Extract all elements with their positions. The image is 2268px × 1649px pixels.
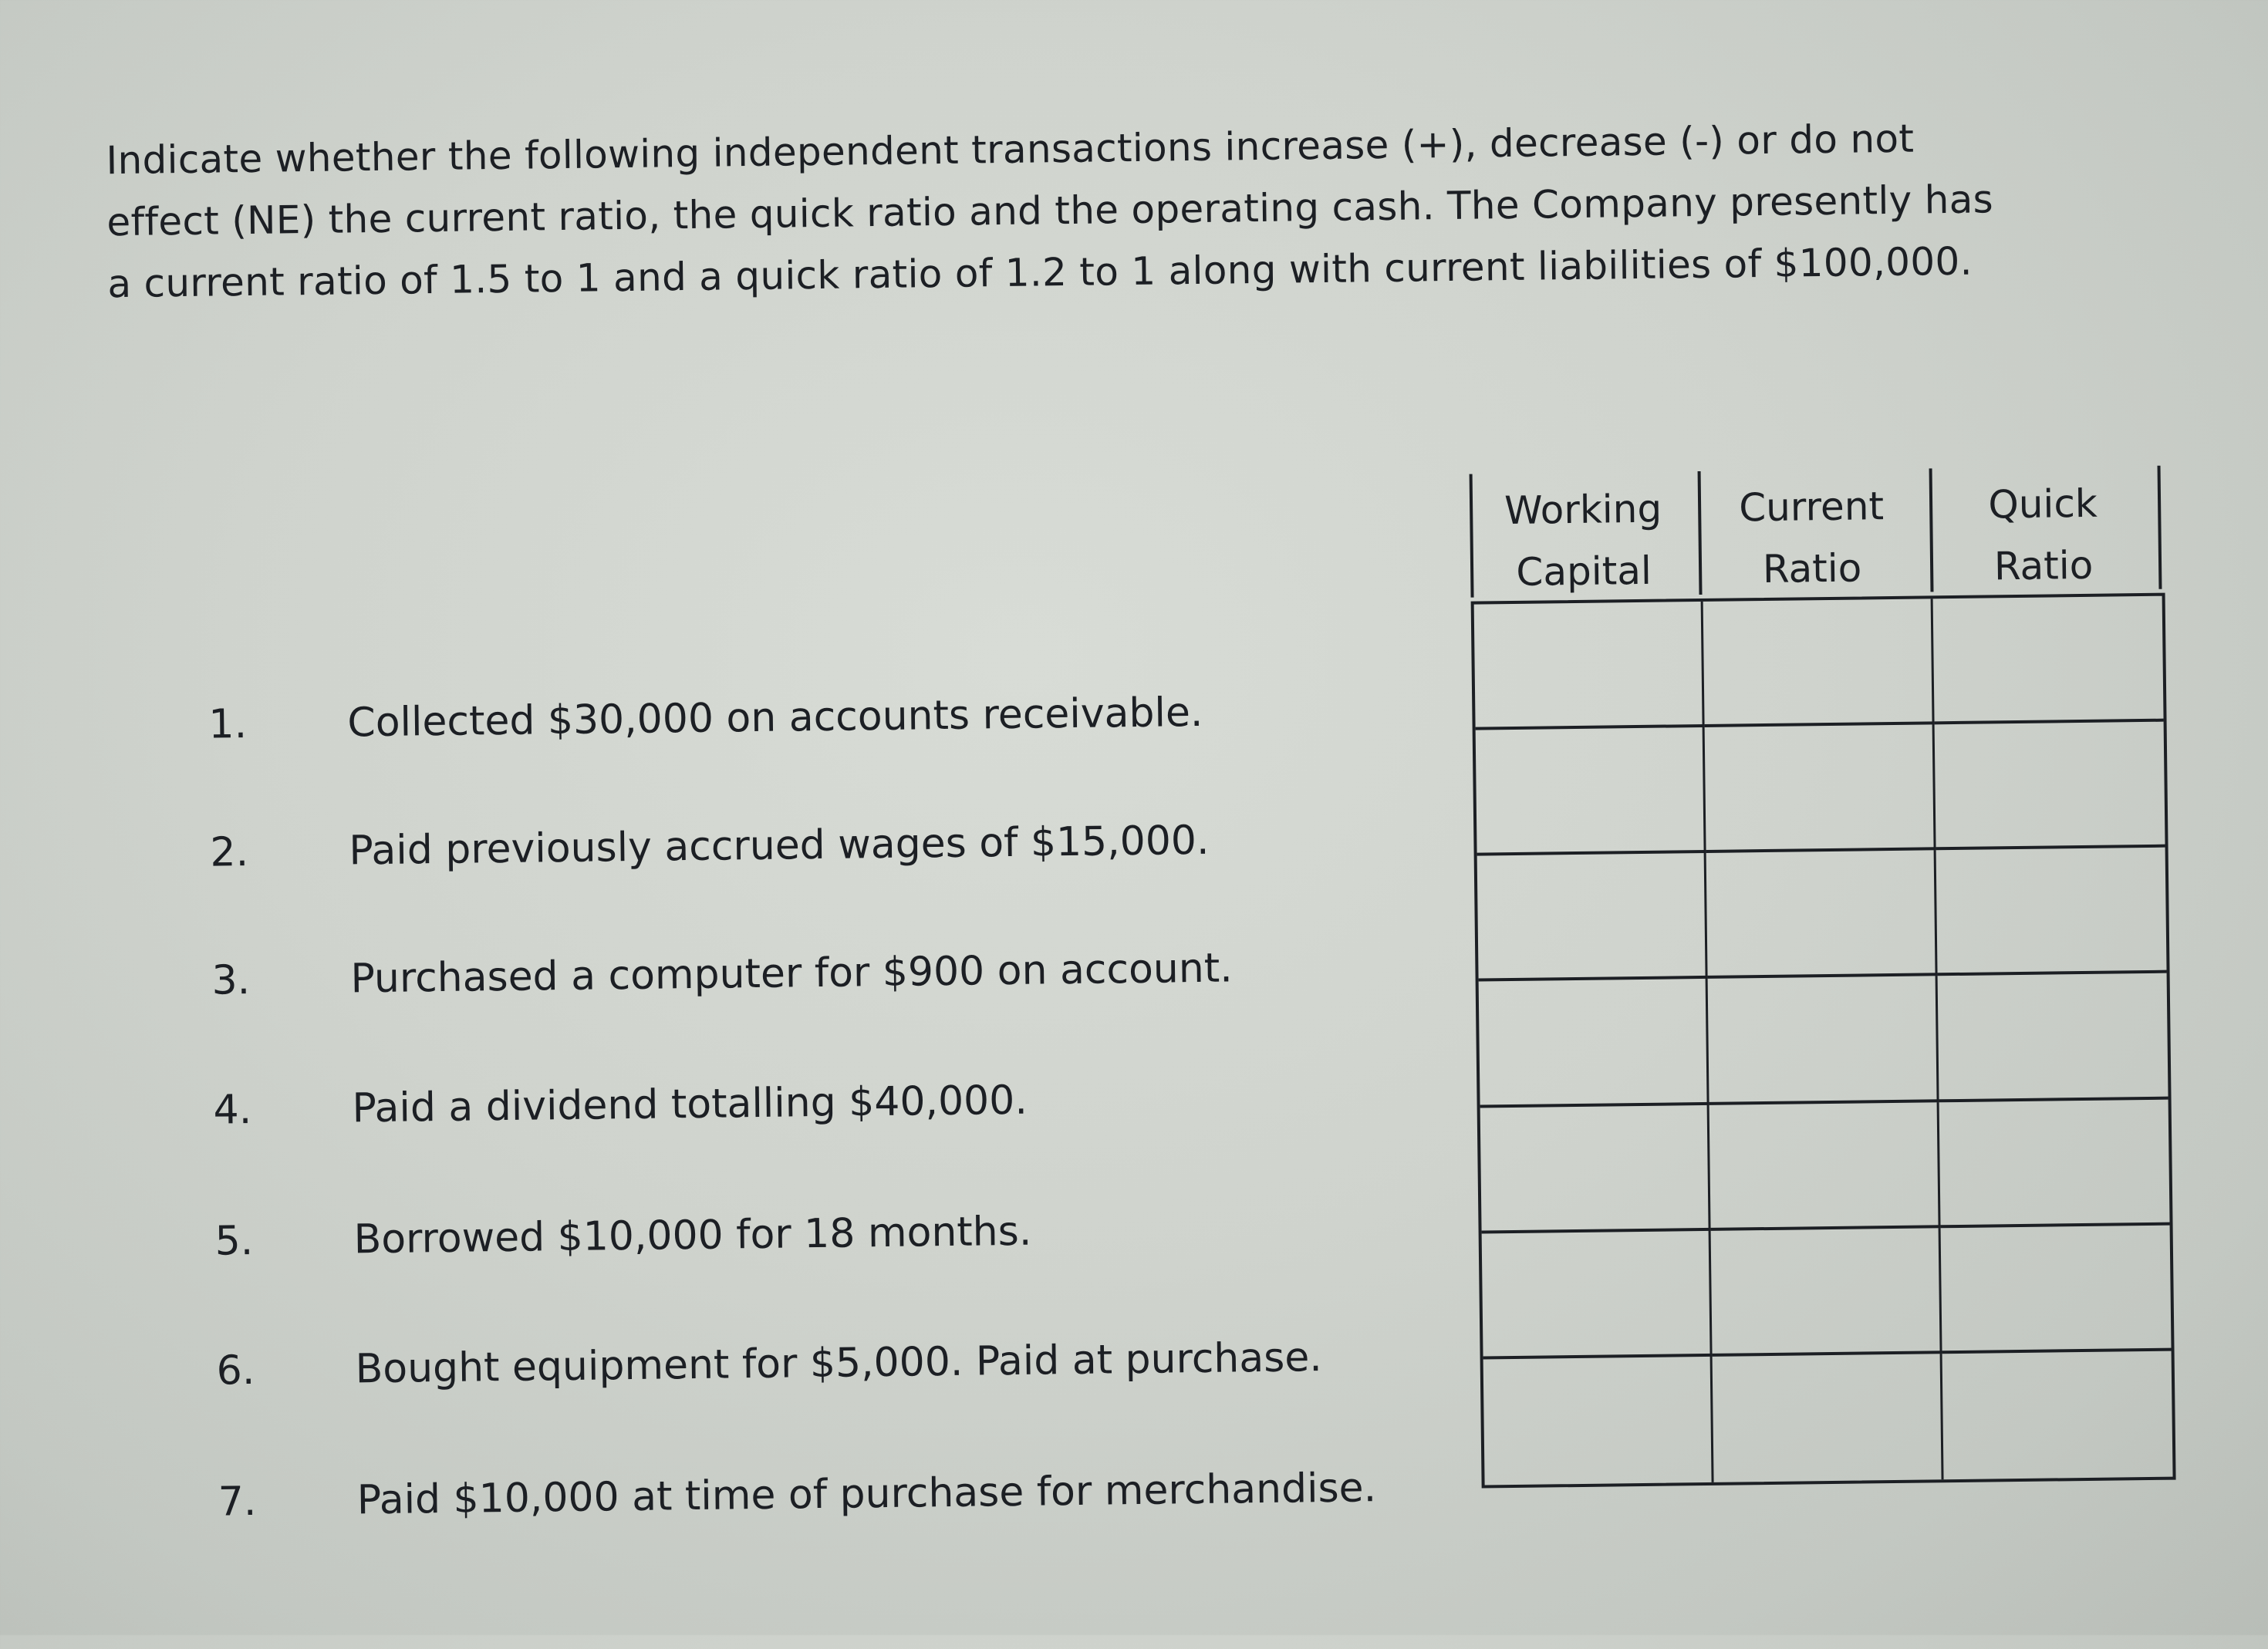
answer-cell-current-ratio[interactable] [1703, 599, 1934, 727]
answer-cell-working-capital[interactable] [1476, 727, 1706, 856]
header-line: Working [1504, 486, 1662, 534]
transaction-text: Purchased a computer for $900 on account. [350, 945, 1234, 1003]
transaction-text: Borrowed $10,000 for 18 months. [353, 1208, 1032, 1263]
answer-cell-working-capital[interactable] [1474, 602, 1705, 730]
answer-cell-current-ratio[interactable] [1706, 851, 1937, 980]
answer-cell-working-capital[interactable] [1482, 1231, 1713, 1360]
header-current-ratio [1701, 468, 1923, 602]
answer-cell-current-ratio[interactable] [1705, 724, 1936, 853]
header-line: Capital [1516, 548, 1652, 595]
transaction-item-2 [210, 806, 1210, 888]
transaction-number: 1. [208, 701, 248, 748]
header-line: Quick [1988, 481, 2098, 528]
transaction-text: Paid $10,000 at time of purchase for merchandise. [356, 1465, 1377, 1524]
header-line: Ratio [1993, 542, 2094, 589]
transaction-number: 5. [214, 1217, 254, 1265]
answer-grid [1471, 593, 2176, 1489]
answer-table-header [1470, 466, 2165, 605]
answer-cell-current-ratio[interactable] [1709, 1102, 1940, 1231]
transaction-item-5 [214, 1197, 1032, 1276]
header-line: Current [1738, 484, 1885, 531]
answer-table [1470, 466, 2176, 1492]
answer-cell-quick-ratio[interactable] [1940, 1225, 2171, 1354]
answer-cell-working-capital[interactable] [1480, 1104, 1711, 1233]
answer-cell-current-ratio[interactable] [1713, 1354, 1943, 1482]
transaction-number: 2. [210, 829, 249, 876]
answer-cell-current-ratio[interactable] [1711, 1228, 1942, 1357]
answer-cell-working-capital[interactable] [1479, 979, 1709, 1108]
transaction-number: 3. [211, 957, 251, 1004]
answer-cell-current-ratio[interactable] [1708, 976, 1939, 1105]
transaction-text: Bought equipment for $5,000. Paid at purchase. [355, 1334, 1323, 1393]
transaction-item-3 [211, 933, 1233, 1015]
answer-cell-working-capital[interactable] [1483, 1357, 1714, 1485]
answer-cell-quick-ratio[interactable] [1936, 848, 2166, 976]
instructions-paragraph: Indicate whether the following independent transactions increase (+), decrease (-) or do not effect (NE) the current ratio, the quick ratio and the operating cash. The Company presently has a current ratio of 1.5 to 1 and a quick ratio of 1.2 to 1 along with current liabilities of $100,000. [106, 116, 1994, 307]
transaction-item-6 [216, 1323, 1322, 1406]
transaction-text: Paid a dividend totalling $40,000. [352, 1077, 1028, 1132]
transaction-number: 7. [218, 1478, 257, 1526]
header-divider [2158, 466, 2162, 589]
transaction-item-7 [218, 1453, 1376, 1536]
answer-cell-quick-ratio[interactable] [1939, 1099, 2169, 1228]
answer-cell-quick-ratio[interactable] [1932, 596, 2163, 725]
answer-cell-quick-ratio[interactable] [1934, 722, 2165, 851]
transaction-text: Collected $30,000 on accounts receivable. [347, 689, 1203, 747]
header-quick-ratio [1932, 466, 2155, 599]
transaction-number: 4. [213, 1087, 252, 1134]
transaction-number: 6. [216, 1347, 255, 1394]
answer-cell-quick-ratio[interactable] [1937, 973, 2168, 1102]
transaction-item-4 [213, 1066, 1028, 1145]
transaction-item-1 [208, 678, 1203, 760]
answer-cell-quick-ratio[interactable] [1942, 1351, 2172, 1479]
answer-cell-working-capital[interactable] [1477, 853, 1708, 982]
transaction-text: Paid previously accrued wages of $15,000. [349, 817, 1210, 875]
header-line: Ratio [1762, 545, 1862, 592]
header-working-capital [1473, 471, 1695, 605]
